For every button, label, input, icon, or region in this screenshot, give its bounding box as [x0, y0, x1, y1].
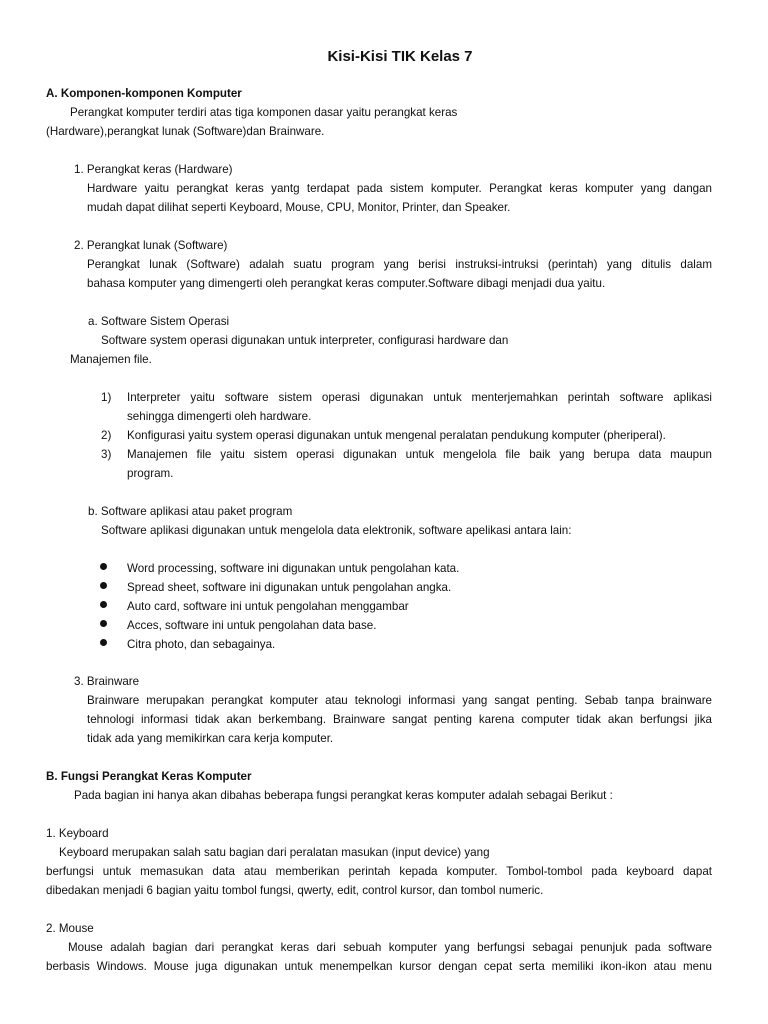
section-a-heading: A. Komponen-komponen Komputer — [46, 87, 242, 100]
brainware-text-line-3: tidak ada yang memikirkan cara kerja komputer. — [87, 732, 334, 745]
hardware-text-line-1: Hardware yaitu perangkat keras yantg terdapat pada sistem komputer. Perangkat keras komputer yang dangan — [87, 182, 712, 195]
bullet-item: Auto card, software ini untuk pengolahan menggambar — [127, 600, 409, 613]
page-title: Kisi-Kisi TIK Kelas 7 — [327, 48, 473, 65]
list-item-text-line-1: Manajemen file yaitu sistem operasi digunakan untuk mengelola file baik yang berupa data maupun — [127, 448, 712, 461]
system-software-text-line-2: Manajemen file. — [70, 353, 152, 366]
application-software-text: Software aplikasi digunakan untuk mengelola data elektronik, software apelikasi antara lain: — [101, 524, 572, 537]
software-text-line-2: bahasa komputer yang dimengerti oleh perangkat keras computer.Software dibagi menjadi dua yaitu. — [87, 277, 606, 290]
section-a-intro-line-2: (Hardware),perangkat lunak (Software)dan Brainware. — [46, 125, 325, 138]
list-item-text-line-1: Interpreter yaitu software sistem operasi digunakan untuk menterjemahkan perintah software aplikasi — [127, 391, 712, 404]
software-text-line-1: Perangkat lunak (Software) adalah suatu program yang berisi instruksi-intruksi (perintah) yang ditulis dalam — [87, 258, 712, 271]
list-item-number: 3) — [101, 448, 112, 461]
bullet-item: Acces, software ini untuk pengolahan data base. — [127, 619, 377, 632]
list-item-text-line-2: program. — [127, 467, 174, 480]
bullet-icon — [100, 620, 107, 627]
application-software-heading: b. Software aplikasi atau paket program — [88, 505, 293, 518]
section-b-intro: Pada bagian ini hanya akan dibahas beberapa fungsi perangkat keras komputer adalah sebagai Berikut : — [74, 789, 613, 802]
list-item-text-line-1: Konfigurasi yaitu system operasi digunakan untuk mengenal peralatan pendukung komputer (pheriperal). — [127, 429, 666, 442]
hardware-text-line-2: mudah dapat dilihat seperti Keyboard, Mouse, CPU, Monitor, Printer, dan Speaker. — [87, 201, 511, 214]
section-a-intro-line-1: Perangkat komputer terdiri atas tiga komponen dasar yaitu perangkat keras — [70, 106, 458, 119]
list-item-number: 1) — [101, 391, 112, 404]
system-software-heading: a. Software Sistem Operasi — [88, 315, 230, 328]
bullet-icon — [100, 582, 107, 589]
bullet-item: Word processing, software ini digunakan untuk pengolahan kata. — [127, 562, 460, 575]
brainware-text-line-1: Brainware merupakan perangkat komputer atau teknologi informasi yang sangat penting. Sebab tanpa brainware — [87, 694, 712, 707]
bullet-icon — [100, 639, 107, 646]
keyboard-text-line-3: dibedakan menjadi 6 bagian yaitu tombol fungsi, qwerty, edit, control kursor, dan tombol numeric. — [46, 884, 544, 897]
keyboard-text-line-1: Keyboard merupakan salah satu bagian dari peralatan masukan (input device) yang — [59, 846, 490, 859]
mouse-text-line-2: berbasis Windows. Mouse juga digunakan untuk menempelkan kursor dengan cepat serta memiliki ikon-ikon atau menu — [46, 960, 712, 973]
mouse-heading: 2. Mouse — [46, 922, 94, 935]
list-item-text-line-2: sehingga dimengerti oleh hardware. — [127, 410, 312, 423]
bullet-item: Spread sheet, software ini digunakan untuk pengolahan angka. — [127, 581, 452, 594]
keyboard-text-line-2: berfungsi untuk memasukan data atau memberikan perintah kepada komputer. Tombol-tombol pada keyboard dapat — [46, 865, 712, 878]
system-software-text-line-1: Software system operasi digunakan untuk interpreter, configurasi hardware dan — [101, 334, 509, 347]
brainware-text-line-2: tehnologi informasi tidak akan berkembang. Brainware sangat penting karena computer tidak akan berfungsi jika — [87, 713, 712, 726]
brainware-heading: 3. Brainware — [74, 675, 140, 688]
bullet-item: Citra photo, dan sebagainya. — [127, 638, 276, 651]
keyboard-heading: 1. Keyboard — [46, 827, 109, 840]
software-heading: 2. Perangkat lunak (Software) — [74, 239, 228, 252]
bullet-icon — [100, 601, 107, 608]
mouse-text-line-1: Mouse adalah bagian dari perangkat keras dari sebuah komputer yang berfungsi sebagai penunjuk pada software — [68, 941, 712, 954]
hardware-heading: 1. Perangkat keras (Hardware) — [74, 163, 233, 176]
bullet-icon — [100, 563, 107, 570]
section-b-heading: B. Fungsi Perangkat Keras Komputer — [46, 770, 252, 783]
list-item-number: 2) — [101, 429, 112, 442]
